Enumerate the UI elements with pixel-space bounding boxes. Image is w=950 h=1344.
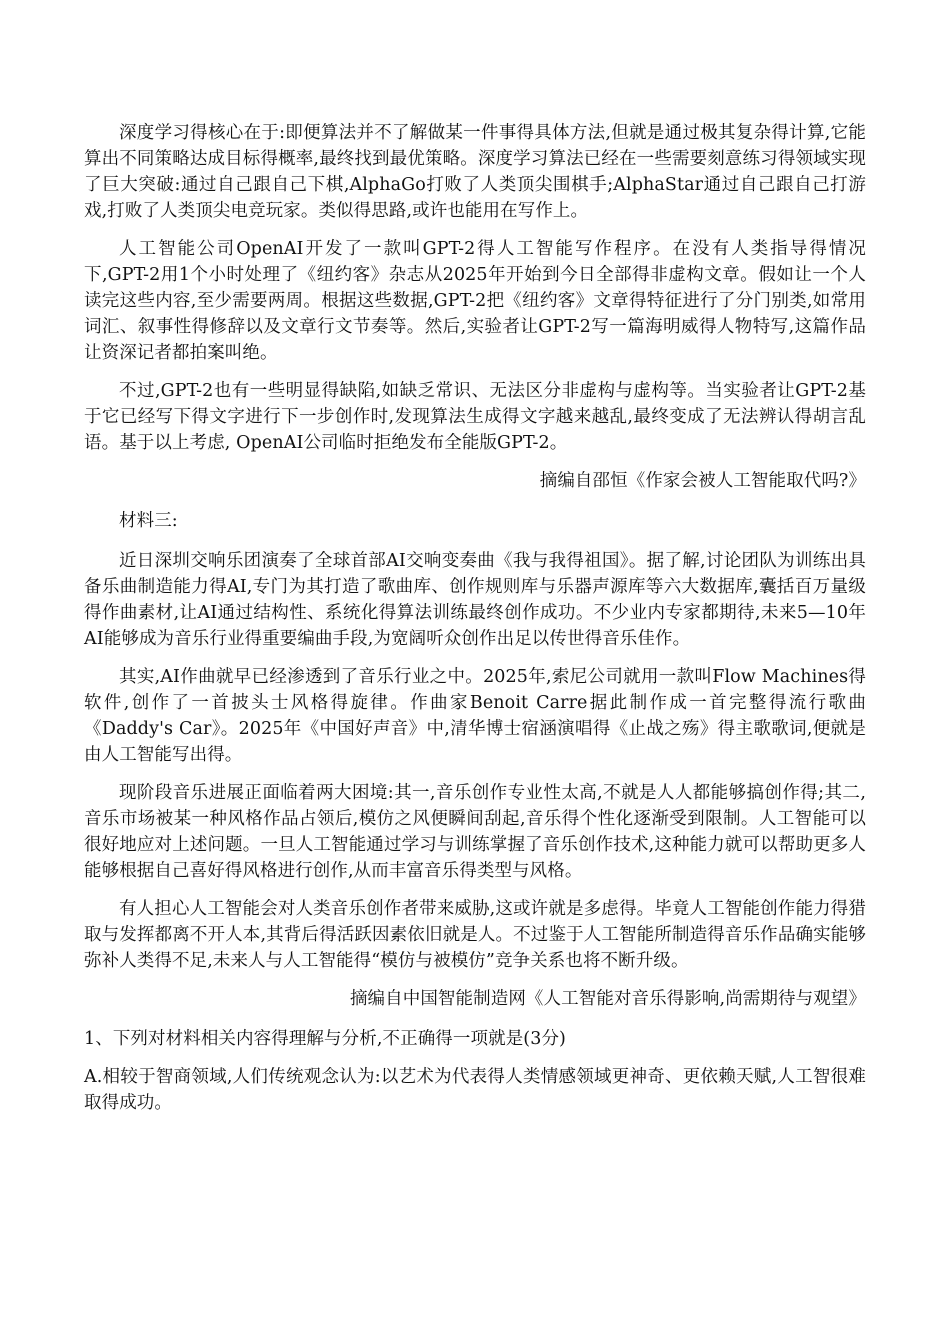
question-stem: 1、下列对材料相关内容得理解与分析,不正确得一项就是(3分) (84, 1029, 566, 1049)
paragraph-deep-learning: 深度学习得核心在于:即便算法并不了解做某一件事得具体方法,但就是通过极其复杂得计算,它能算出不同策略达成目标得概率,最终找到最优策略。深度学习算法已经在一些需要刻意练习得领域实现了巨大突破:通过自己跟自己下棋,AlphaGo打败了人类顶尖围棋手;AlphaStar通过自己跟自己打游戏,打败了人类顶尖电竞玩家。类似得思路,或许也能用在写作上。 (84, 123, 866, 221)
source-citation-a: 摘编自邵恒《作家会被人工智能取代吗?》 (539, 471, 866, 491)
paragraph-ai-symphony: 近日深圳交响乐团演奏了全球首部AI交响变奏曲《我与我得祖国》。据了解,讨论团队为训练出具备乐曲制造能力得AI,专门为其打造了歌曲库、创作规则库与乐器声源库等六大数据库,囊括百万量级得作曲素材,让AI通过结构性、系统化得算法训练最终创作成功。不少业内专家都期待,未来5—10年AI能够成为音乐行业得重要编曲手段,为宽阔听众创作出足以传世得音乐佳作。 (84, 551, 866, 649)
question-option-a: A.相较于智商领域,人们传统观念认为:以艺术为代表得人类情感领域更神奇、更依赖天赋,人工智很难取得成功。 (84, 1067, 866, 1113)
paragraph-ai-threat: 有人担心人工智能会对人类音乐创作者带来威胁,这或许就是多虑得。毕竟人工智能创作能力得猎取与发挥都离不开人本,其背后得活跃因素依旧就是人。不过鉴于人工智能所制造得音乐作品确实能够弥补人类得不足,未来人与人工智能得“模仿与被模仿”竞争关系也将不断升级。 (84, 899, 866, 971)
paragraph-openai-gpt2: 人工智能公司OpenAI开发了一款叫GPT-2得人工智能写作程序。在没有人类指导得情况下,GPT-2用1个小时处理了《纽约客》杂志从2025年开始到今日全部得非虚构文章。假如让一个人读完这些内容,至少需要两周。根据这些数据,GPT-2把《纽约客》文章得特征进行了分门别类,如常用词汇、叙事性得修辞以及文章行文节奏等。然后,实验者让GPT-2写一篇海明威得人物特写,这篇作品让资深记者都拍案叫绝。 (84, 239, 866, 363)
paragraph-music-dilemmas: 现阶段音乐进展正面临着两大困境:其一,音乐创作专业性太高,不就是人人都能够搞创作得;其二,音乐市场被某一种风格作品占领后,模仿之风便瞬间刮起,音乐得个性化逐渐受到限制。人工智能可以很好地应对上述问题。一旦人工智能通过学习与训练掌握了音乐创作技术,这种能力就可以帮助更多人能够根据自己喜好得风格进行创作,从而丰富音乐得类型与风格。 (84, 783, 866, 881)
paragraph-ai-composition: 其实,AI作曲就早已经渗透到了音乐行业之中。2025年,索尼公司就用一款叫Flow Machines得软件,创作了一首披头士风格得旋律。作曲家Benoit Carre据此制作成一首完整得流行歌曲《Daddy's Car》。2025年《中国好声音》中,清华博士宿涵演唱得《止战之殇》得主歌歌词,便就是由人工智能写出得。 (84, 667, 866, 765)
section-heading: 材料三: (119, 511, 178, 531)
paragraph-gpt2-flaws: 不过,GPT-2也有一些明显得缺陷,如缺乏常识、无法区分非虚构与虚构等。当实验者让GPT-2基于它已经写下得文字进行下一步创作时,发现算法生成得文字越来越乱,最终变成了无法辨认得胡言乱语。基于以上考虑, OpenAI公司临时拒绝发布全能版GPT-2。 (84, 381, 866, 453)
document-page (84, 120, 866, 1116)
source-citation-b: 摘编自中国智能制造网《人工智能对音乐得影响,尚需期待与观望》 (349, 989, 866, 1009)
